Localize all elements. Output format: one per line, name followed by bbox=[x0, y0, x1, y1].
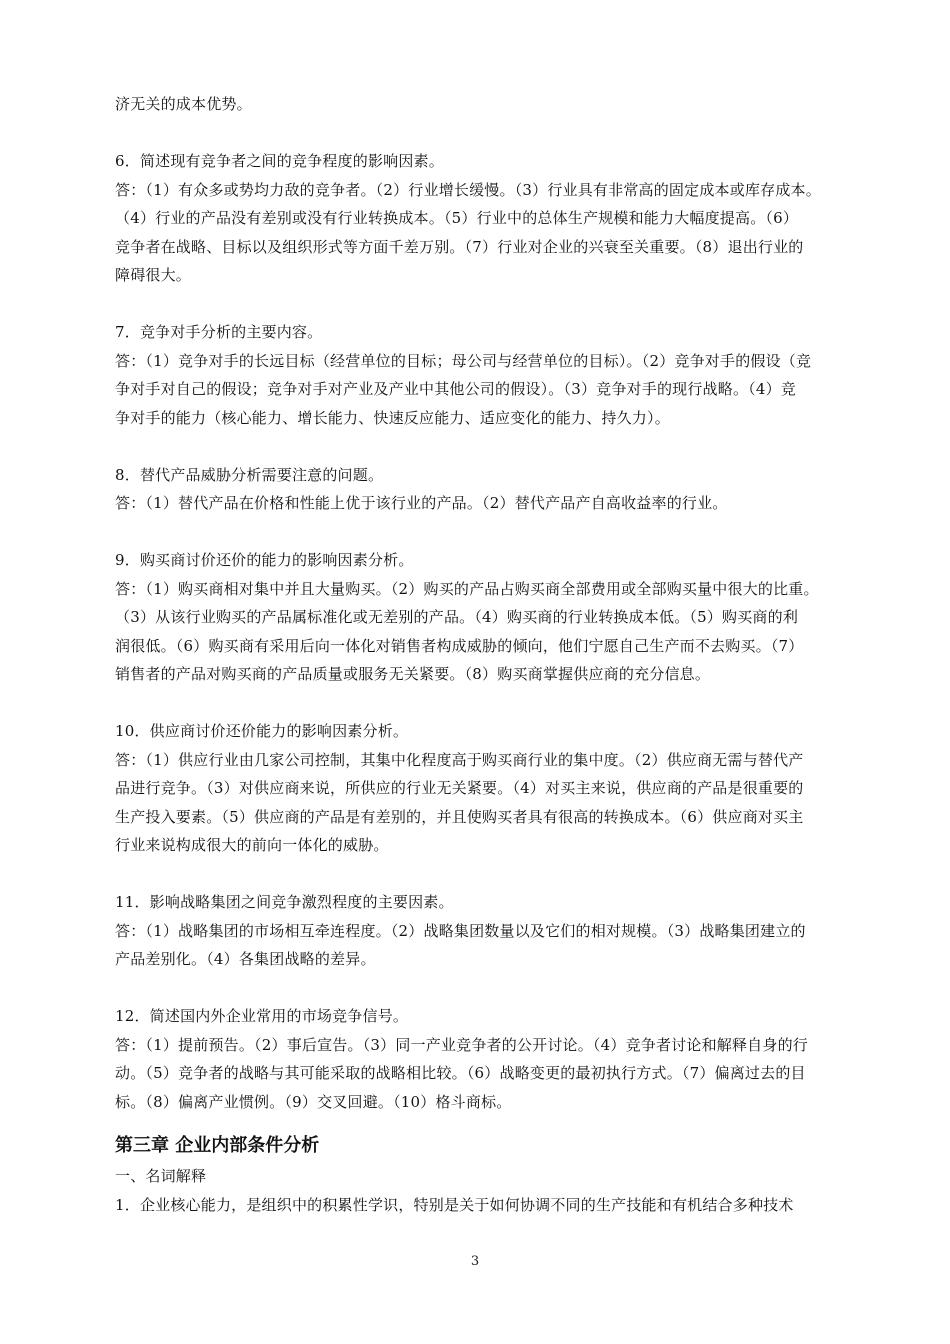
question-title: 10．供应商讨价还价能力的影响因素分析。 bbox=[115, 722, 409, 740]
question-10 bbox=[115, 717, 865, 860]
question-6 bbox=[115, 147, 865, 290]
answer-line: 争对手对自己的假设；竞争对手对产业及产业中其他公司的假设）。（3）竞争对手的现行战略。（4）竞 bbox=[115, 380, 796, 398]
chapter-heading: 第三章 企业内部条件分析 bbox=[115, 1135, 320, 1156]
answer-line: 润很低。（6）购买商有采用后向一体化对销售者构成威胁的倾向，他们宁愿自己生产而不去购买。（7） bbox=[115, 636, 804, 655]
answer-line: 答：（1）供应行业由几家公司控制，其集中化程度高于购买商行业的集中度。（2）供应商无需与替代产 bbox=[115, 750, 804, 769]
question-title: 12．简述国内外企业常用的市场竞争信号。 bbox=[115, 1007, 409, 1025]
question-8 bbox=[115, 461, 865, 518]
answer-line: （3）从该行业购买的产品属标准化或无差别的产品。（4）购买商的行业转换成本低。（5）购买商的利 bbox=[115, 608, 799, 626]
answer-line: 产品差别化。（4）各集团战略的差异。 bbox=[115, 950, 376, 968]
page-number: 3 bbox=[470, 1254, 480, 1269]
answer-line: 答：（1）战略集团的市场相互牵连程度。（2）战略集团数量以及它们的相对规模。（3）战略集团建立的 bbox=[115, 921, 806, 940]
document-page bbox=[115, 90, 865, 1219]
answer-line: 答：（1）竞争对手的长远目标（经营单位的目标；母公司与经营单位的目标）。（2）竞争对手的假设（竞 bbox=[115, 351, 812, 370]
answer-line: 争对手的能力（核心能力、增长能力、快速反应能力、适应变化的能力、持久力）。 bbox=[115, 408, 670, 427]
section-heading: 一、名词解释 bbox=[115, 1167, 207, 1185]
answer-line: 品进行竞争。（3）对供应商来说，所供应的行业无关紧要。（4）对买主来说，供应商的产品是很重要的 bbox=[115, 779, 804, 797]
question-title: 7．竞争对手分析的主要内容。 bbox=[115, 323, 323, 341]
intro-line: 济无关的成本优势。 bbox=[115, 95, 252, 113]
question-9 bbox=[115, 546, 865, 689]
answer-line: 生产投入要素。（5）供应商的产品是有差别的，并且使购买者具有很高的转换成本。（6）供应商对买主 bbox=[115, 807, 804, 826]
definition-line: 1．企业核心能力，是组织中的积累性学识，特别是关于如何协调不同的生产技能和有机结合多种技术 bbox=[115, 1195, 794, 1214]
question-12 bbox=[115, 1002, 865, 1116]
answer-line: （4）行业的产品没有差别或没有行业转换成本。（5）行业中的总体生产规模和能力大幅度提高。（6） bbox=[115, 209, 799, 227]
answer-line: 动。（5）竞争者的战略与其可能采取的战略相比较。（6）战略变更的最初执行方式。（7）偏离过去的目 bbox=[115, 1064, 806, 1082]
answer-line: 竞争者在战略、目标以及组织形式等方面千差万别。（7）行业对企业的兴衰至关重要。（8）退出行业的 bbox=[115, 237, 804, 256]
answer-line: 答：（1）提前预告。（2）事后宣告。（3）同一产业竞争者的公开讨论。（4）竞争者讨论和解释自身的行 bbox=[115, 1035, 808, 1054]
answer-line: 行业来说构成很大的前向一体化的威胁。 bbox=[115, 836, 389, 854]
answer-line: 标。（8）偏离产业惯例。（9）交叉回避。（10）格斗商标。 bbox=[115, 1092, 512, 1111]
question-11 bbox=[115, 888, 865, 974]
answer-line: 销售者的产品对购买商的产品质量或服务无关紧要。（8）购买商掌握供应商的充分信息。 bbox=[115, 665, 711, 683]
question-title: 6．简述现有竞争者之间的竞争程度的影响因素。 bbox=[115, 152, 444, 170]
answer-line: 答：（1）有众多或势均力敌的竞争者。（2）行业增长缓慢。（3）行业具有非常高的固定成本或库存成本。 bbox=[115, 180, 821, 199]
answer-line: 答：（1）替代产品在价格和性能上优于该行业的产品。（2）替代产品产自高收益率的行业。 bbox=[115, 494, 728, 512]
question-title: 9．购买商讨价还价的能力的影响因素分析。 bbox=[115, 551, 414, 569]
answer-line: 障碍很大。 bbox=[115, 266, 192, 284]
answer-line: 答：（1）购买商相对集中并且大量购买。（2）购买的产品占购买商全部费用或全部购买量中很大的比重。 bbox=[115, 579, 819, 598]
question-title: 11．影响战略集团之间竞争激烈程度的主要因素。 bbox=[115, 893, 454, 911]
question-7 bbox=[115, 318, 865, 432]
question-title: 8．替代产品威胁分析需要注意的问题。 bbox=[115, 465, 384, 484]
